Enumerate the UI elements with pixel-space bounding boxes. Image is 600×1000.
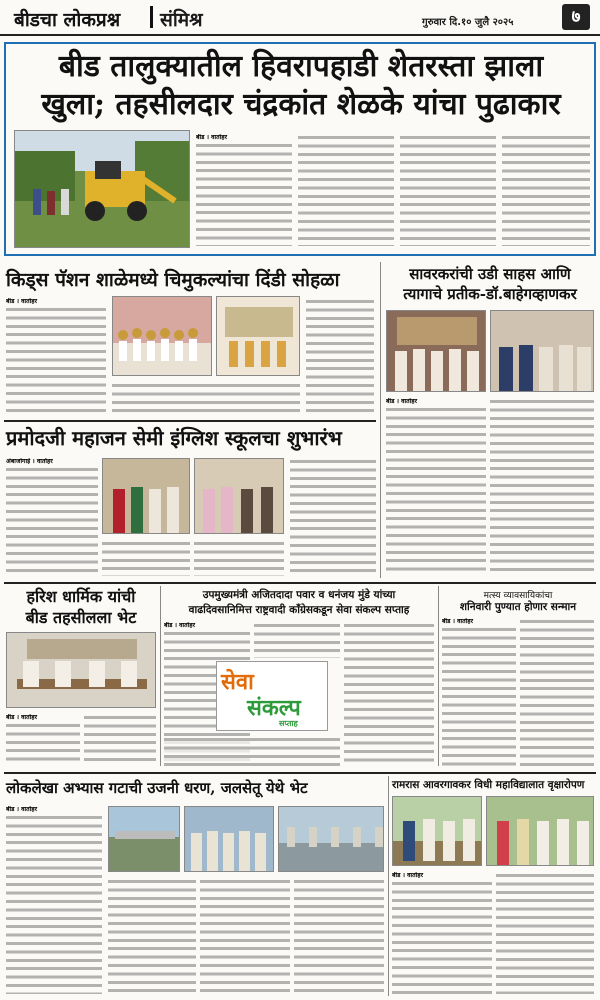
section-rule	[4, 420, 376, 422]
kids-body-col-3	[306, 298, 374, 416]
lokalekha-dateline: बीड । वार्ताहर	[6, 806, 38, 813]
savarkar-dateline: बीड । वार्ताहर	[386, 398, 418, 405]
text-lines	[108, 878, 196, 994]
savarkar-headline-line-1: सावरकरांची उडी साहस आणि	[409, 265, 571, 283]
harish-headline	[6, 586, 156, 628]
text-lines	[6, 466, 98, 576]
section-title: संमिश्र	[160, 9, 203, 31]
text-lines	[442, 626, 516, 766]
harish-dateline: बीड । वार्ताहर	[6, 714, 38, 721]
fishery-dateline: बीड । वार्ताहर	[442, 618, 474, 625]
lead-body-col-4	[502, 134, 590, 246]
text-lines	[6, 814, 102, 994]
text-lines	[298, 134, 394, 246]
fishery-body-col-1	[442, 618, 516, 766]
kids-headline: किड्स पॅशन शाळेमध्ये चिमुकल्यांचा दिंडी सोहळा	[6, 269, 340, 291]
column-divider	[388, 776, 389, 996]
text-lines	[290, 458, 376, 576]
text-lines	[6, 722, 80, 766]
lokalekha-body-col-4	[294, 878, 384, 994]
column-divider	[160, 586, 161, 766]
lokalekha-photo-dam	[108, 806, 180, 872]
column-divider	[438, 586, 439, 766]
text-lines	[386, 406, 486, 574]
birthday-body-col-2	[254, 622, 340, 658]
fishery-kicker: मत्स्य व्यावसायिकांचा	[483, 591, 553, 601]
text-lines	[196, 142, 292, 246]
text-lines	[490, 398, 594, 574]
lead-headline	[12, 48, 590, 124]
text-lines	[344, 622, 434, 766]
logo-word-sankalp: संकल्प	[247, 695, 301, 721]
kids-dateline: बीड । वार्ताहर	[6, 298, 38, 305]
harish-headline-line-1: हरिश धार्मिक यांची	[26, 587, 136, 606]
pramod-dateline: अंबाजोगाई । वार्ताहर	[6, 458, 53, 465]
birthday-body-col-3	[344, 622, 434, 766]
kids-body-col-1	[6, 298, 106, 416]
pramod-photo-1	[102, 458, 190, 534]
lokalekha-body-col-3	[200, 878, 290, 994]
text-lines	[294, 878, 384, 994]
birthday-headline-line-1: उपमुख्यमंत्री अजितदादा पवार व धनंजय मुंडे यांच्या	[202, 589, 396, 601]
pramod-photo-2	[194, 458, 284, 534]
logo-word-saptah: सप्ताह	[279, 719, 298, 728]
ramras-body-col-2	[496, 872, 594, 994]
text-lines	[400, 134, 496, 246]
pramod-body-col-1	[6, 458, 98, 576]
ramras-headline: रामरास आवरगावकर विधी महाविद्यालात वृक्षारोपण	[392, 779, 585, 791]
text-lines	[520, 618, 594, 766]
text-lines	[194, 540, 284, 576]
birthday-dateline: बीड । वार्ताहर	[164, 622, 196, 629]
birthday-headline	[164, 588, 434, 618]
newspaper-name: बीडचा लोकप्रश्न	[14, 9, 121, 31]
fishery-body-col-2	[520, 618, 594, 766]
birthday-headline-line-2: वाढदिवसानिमित्त राष्ट्रवादी काँग्रेसकडून सेवा संकल्प सप्ताह	[188, 604, 410, 616]
text-lines	[112, 382, 300, 416]
kids-photo-stage	[216, 296, 300, 376]
pramod-body-col-4	[290, 458, 376, 576]
pramod-body-col-3	[194, 540, 284, 576]
birthday-body-col-4	[164, 736, 340, 766]
ramras-dateline: बीड । वार्ताहर	[392, 872, 424, 879]
text-lines	[254, 622, 340, 658]
kids-body-col-2	[112, 382, 300, 416]
logo-word-seva: सेवा	[221, 669, 254, 695]
harish-photo	[6, 632, 156, 708]
lokalekha-headline: लोकलेखा अभ्यास गटाची उजनी धरण, जलसेतू येथे भेट	[6, 779, 308, 797]
lead-headline-line-1: बीड तालुक्यातील हिवरापहाडी शेतरस्ता झाला	[58, 49, 544, 84]
savarkar-photo-1	[386, 310, 486, 392]
lead-body-col-1	[196, 134, 292, 246]
savarkar-headline-line-2: त्यागाचे प्रतीक-डॉ.बाहेगव्हाणकर	[403, 285, 577, 303]
text-lines	[200, 878, 290, 994]
section-rule	[4, 582, 596, 584]
page-number: ७	[562, 4, 590, 30]
pramod-headline: प्रमोदजी महाजन सेमी इंग्लिश स्कूलचा शुभारंभ	[6, 426, 342, 450]
ramras-body-col-1	[392, 872, 492, 994]
issue-date: गुरुवार दि.१० जुलै २०२५	[422, 17, 514, 28]
text-lines	[306, 298, 374, 416]
lead-headline-line-2: खुला; तहसीलदार चंद्रकांत शेळके यांचा पुढाकार	[41, 87, 561, 122]
ramras-photo-2	[486, 796, 594, 866]
lead-dateline: बीड । वार्ताहर	[196, 134, 228, 141]
text-lines	[102, 540, 190, 576]
harish-body-col-1	[6, 714, 80, 766]
text-lines	[164, 736, 340, 766]
masthead	[0, 0, 600, 36]
lokalekha-body-col-2	[108, 878, 196, 994]
seva-sankalp-logo	[216, 661, 328, 731]
lead-body-col-3	[400, 134, 496, 246]
column-divider	[380, 262, 381, 578]
lead-body-col-2	[298, 134, 394, 246]
section-rule	[4, 772, 596, 774]
lead-photo-excavator	[14, 130, 190, 248]
lead-story	[4, 42, 596, 256]
ramras-photo-1	[392, 796, 482, 866]
savarkar-headline	[386, 264, 594, 304]
lokalekha-photo-bridge	[278, 806, 384, 872]
text-lines	[84, 714, 156, 766]
savarkar-photo-2	[490, 310, 594, 392]
savarkar-body-col-2	[490, 398, 594, 574]
masthead-divider	[150, 6, 153, 28]
savarkar-body-col-1	[386, 398, 486, 574]
fishery-headline: शनिवारी पुण्यात होणार सन्मान	[459, 601, 577, 613]
text-lines	[6, 306, 106, 416]
text-lines	[502, 134, 590, 246]
text-lines	[392, 880, 492, 994]
text-lines	[496, 872, 594, 994]
lokalekha-photo-group	[184, 806, 274, 872]
lokalekha-body-col-1	[6, 806, 102, 994]
harish-body-col-2	[84, 714, 156, 766]
harish-headline-line-2: बीड तहसीलला भेट	[25, 608, 137, 627]
pramod-body-col-2	[102, 540, 190, 576]
kids-photo-group	[112, 296, 212, 376]
